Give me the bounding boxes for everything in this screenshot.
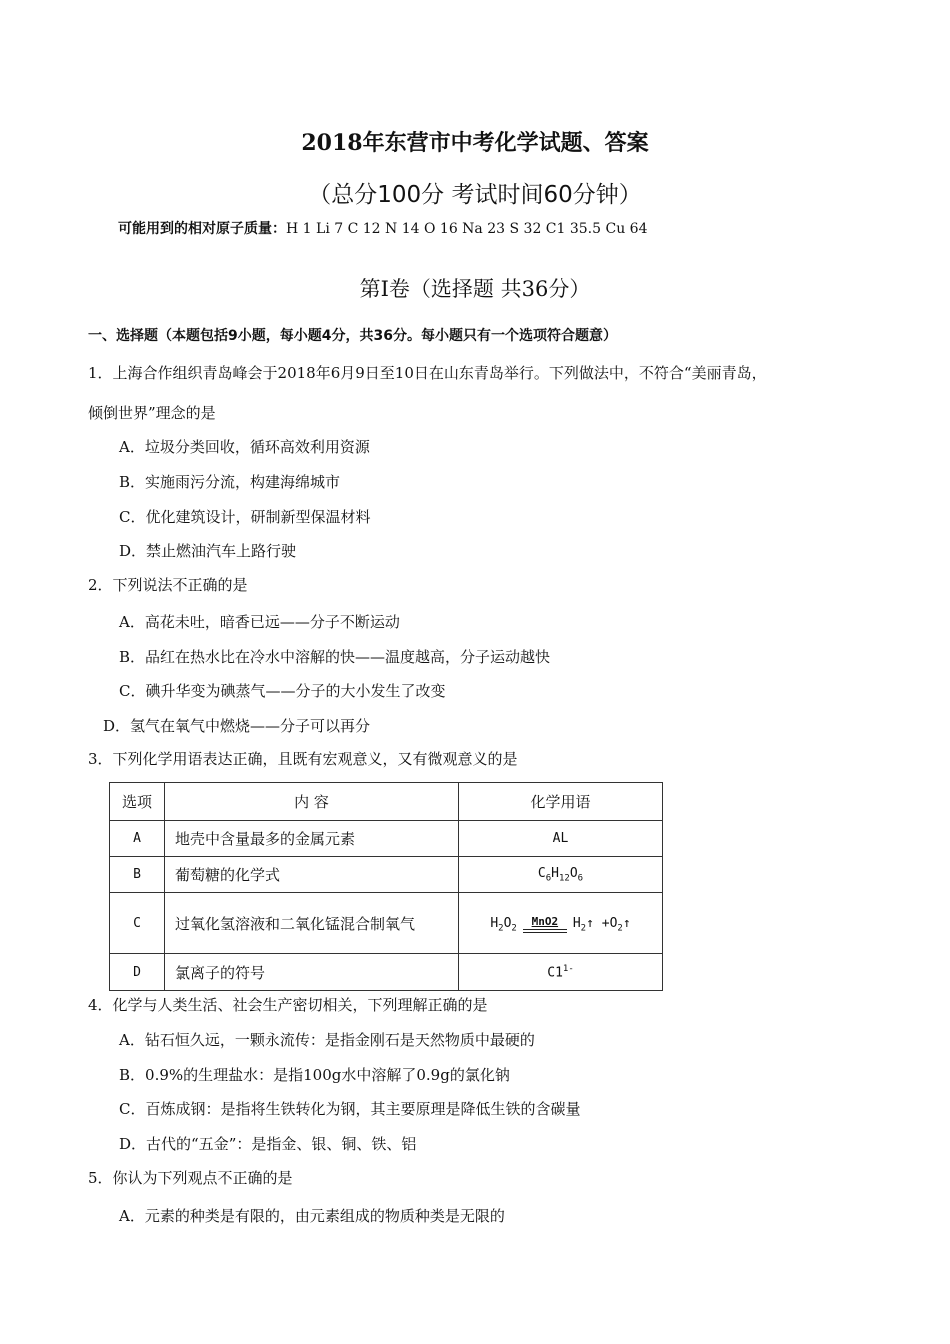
exam-subtitle: （总分100分 考试时间60分钟）: [308, 182, 642, 208]
row-b-content: 葡萄糖的化学式: [165, 857, 459, 893]
question-3-table: [109, 782, 663, 991]
table-header-row: [110, 783, 663, 821]
table-row: [110, 954, 663, 991]
table-header-expression: 化学用语: [459, 783, 663, 821]
question-2-option-a: A．高花未吐，暗香已远——分子不断运动: [119, 613, 400, 631]
question-1-option-a: A．垃圾分类回收，循环高效利用资源: [119, 438, 370, 456]
question-2-stem: 2．下列说法不正确的是: [88, 576, 248, 594]
row-d-option: D: [110, 954, 165, 991]
table-row: [110, 857, 663, 893]
question-2-option-d: D．氢气在氧气中燃烧——分子可以再分: [103, 717, 371, 735]
atomic-masses: [118, 218, 647, 238]
question-4-stem: 4．化学与人类生活、社会生产密切相关，下列理解正确的是: [88, 996, 488, 1014]
gas-arrow-icon: ↑: [586, 915, 594, 931]
table-header-content: 内 容: [165, 783, 459, 821]
page-title: 2018年东营市中考化学试题、答案: [301, 130, 649, 156]
question-1-option-b: B．实施雨污分流，构建海绵城市: [119, 473, 341, 491]
catalyst-arrow: MnO2: [523, 916, 567, 933]
row-c-content: 过氧化氢溶液和二氧化锰混合制氧气: [165, 893, 459, 954]
question-5-option-a: A．元素的种类是有限的，由元素组成的物质种类是无限的: [119, 1207, 505, 1225]
row-a-expression: AL: [459, 821, 663, 857]
row-b-expression: $C_6H_{12}O_6$: [459, 857, 663, 893]
row-a-content: 地壳中含量最多的金属元素: [165, 821, 459, 857]
gas-arrow-icon: ↑: [622, 915, 631, 931]
table-header-option: 选项: [110, 783, 165, 821]
question-4-option-c: C．百炼成钢：是指将生铁转化为钢，其主要原理是降低生铁的含碳量: [119, 1100, 581, 1118]
question-5-stem: 5．你认为下列观点不正确的是: [88, 1169, 293, 1187]
volume-heading: 第I卷（选择题 共36分）: [359, 277, 591, 301]
atomic-masses-values: H 1 Li 7 C 12 N 14 O 16 Na 23 S 32 C1 35.5 Cu 64: [286, 221, 648, 237]
question-2-option-c: C．碘升华变为碘蒸气——分子的大小发生了改变: [119, 682, 446, 700]
table-row: [110, 893, 663, 954]
atomic-masses-label: 可能用到的相对原子质量：: [118, 221, 286, 237]
question-1-stem-cont: 倾倒世界”理念的是: [88, 404, 216, 422]
question-4-option-a: A．钻石恒久远，一颗永流传：是指金刚石是天然物质中最硬的: [119, 1031, 535, 1049]
row-d-expression: $C1^{1-}$: [459, 954, 663, 991]
row-d-content: 氯离子的符号: [165, 954, 459, 991]
question-1-option-d: D．禁止燃油汽车上路行驶: [119, 542, 297, 560]
question-4-option-b: B．0.9%的生理盐水：是指100g水中溶解了0.9g的氯化钠: [119, 1066, 510, 1084]
question-1-option-c: C．优化建筑设计，研制新型保温材料: [119, 508, 371, 526]
question-4-option-d: D．古代的“五金”：是指金、银、铜、铁、铝: [119, 1135, 417, 1153]
row-c-option: C: [110, 893, 165, 954]
row-b-option: B: [110, 857, 165, 893]
row-c-expression: $H_2O_2$ MnO2 $H_2↑$ $+O_2↑$: [459, 893, 663, 954]
question-3-stem: 3．下列化学用语表达正确，且既有宏观意义，又有微观意义的是: [88, 750, 518, 768]
table-row: [110, 821, 663, 857]
row-a-option: A: [110, 821, 165, 857]
section-heading: 一、选择题（本题包括9小题，每小题4分，共36分。每小题只有一个选项符合题意）: [88, 328, 617, 344]
question-1-stem: 1．上海合作组织青岛峰会于2018年6月9日至10日在山东青岛举行。下列做法中，不符合“美丽青岛，: [88, 364, 767, 382]
question-2-option-b: B．品红在热水比在冷水中溶解的快——温度越高，分子运动越快: [119, 648, 551, 666]
